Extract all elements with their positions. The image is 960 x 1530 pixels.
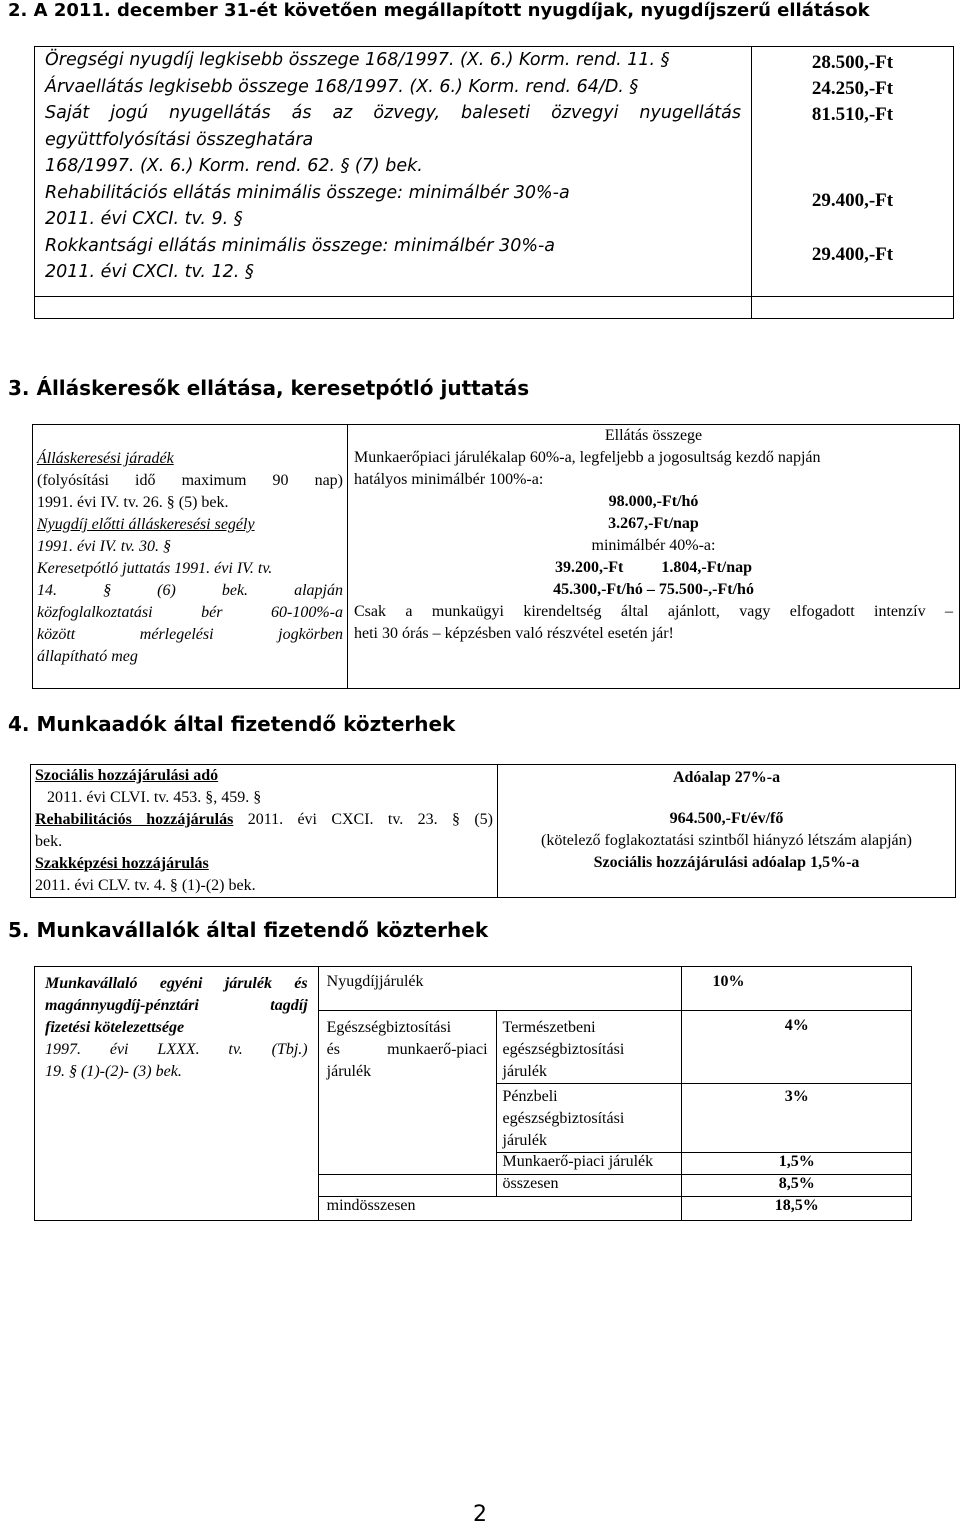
value-39200-row xyxy=(354,557,953,579)
row-oregsegi: Öregségi nyugdíj legkisebb összege 168/1997. (X. 6.) Korm. rend. 11. § xyxy=(45,50,670,70)
allaskeresesi-jaradek: Álláskeresési járadék xyxy=(37,450,174,467)
section-2-empty-cell-left xyxy=(35,297,752,319)
munkavallalo-line1: Munkavállaló egyéni járulék és xyxy=(45,975,308,992)
munkavallalo-line3: fizetési kötelezettsége xyxy=(45,1019,185,1036)
row-sajat-jogu-1: Saját jogú nyugellátás ás az özvegy, baleseti özvegyi nyugellátás xyxy=(45,103,741,123)
penzbeli-cell xyxy=(496,1084,682,1153)
termeszetbeni-value-cell xyxy=(682,1011,912,1084)
osszesen-cell xyxy=(496,1175,682,1197)
munkaeropiaci-line1: Munkaerőpiaci járulékalap 60%-a, legfeljebb a jogosultság kezdő napján xyxy=(354,449,821,466)
value-29400-rokkant: 29.400,-Ft xyxy=(811,244,894,265)
nyugdijjarulek-value: 10% xyxy=(712,973,745,990)
section-3-left xyxy=(33,425,348,689)
szakkepzesi-ref: 2011. évi CLV. tv. 4. § (1)-(2) bek. xyxy=(35,877,256,894)
mindosszesen-value-cell xyxy=(682,1197,912,1221)
section-5-left xyxy=(35,967,319,1221)
section-3-table xyxy=(32,424,960,689)
value-24250: 24.250,-Ft xyxy=(811,78,894,99)
value-964500: 964.500,-Ft/év/fő xyxy=(669,810,784,827)
egeszsegbiztositasi-cell xyxy=(318,1011,496,1175)
row-rehabilitacios-2: 2011. évi CXCI. tv. 9. § xyxy=(45,209,243,229)
szakkepzesi-hozzajarulas: Szakképzési hozzájárulás xyxy=(35,855,209,872)
adoalap-27: Adóalap 27%-a xyxy=(672,769,781,786)
rehabilitacios-hozzajarulas: Rehabilitációs hozzájárulás xyxy=(35,811,234,828)
minimalber-40: minimálbér 40%-a: xyxy=(591,537,716,554)
termeszetbeni-line1: Természetbeni xyxy=(502,1019,596,1036)
munkaero-piaci-cell xyxy=(496,1153,682,1175)
munkaeropiaci-line2: hatályos minimálbér 100%-a: xyxy=(354,471,544,488)
rehabilitacios-bek: bek. xyxy=(35,833,63,850)
section-2-empty-cell-right xyxy=(752,297,954,319)
szocialis-adoalap-15: Szociális hozzájárulási adóalap 1,5%-a xyxy=(593,854,860,871)
row-rokkantsagi-2: 2011. évi CXCI. tv. 12. § xyxy=(45,262,254,282)
munkavallalo-line5: 19. § (1)-(2)- (3) bek. xyxy=(45,1063,182,1080)
rehabilitacios-ref: 2011. évi CXCI. tv. 23. § (5) xyxy=(247,811,493,828)
termeszetbeni-cell xyxy=(496,1011,682,1084)
penzbeli-line1: Pénzbeli xyxy=(502,1088,558,1105)
rehabilitacios-hozzajarulas-row xyxy=(35,809,493,831)
nyugdijjarulek-label: Nyugdíjjárulék xyxy=(326,973,424,990)
row-rehabilitacios-1: Rehabilitációs ellátás minimális összege: minimálbér 30%-a xyxy=(45,182,570,203)
nyugdijjarulek-cell xyxy=(318,967,682,1011)
termeszetbeni-value: 4% xyxy=(784,1017,809,1034)
egeszseg-line1: Egészségbiztosítási xyxy=(326,1019,452,1036)
section-2-table xyxy=(34,46,954,319)
value-98000: 98.000,-Ft/hó xyxy=(608,493,699,510)
penzbeli-line3: járulék xyxy=(502,1132,547,1149)
mindosszesen-cell xyxy=(318,1197,682,1221)
value-1804: 1.804,-Ft/nap xyxy=(661,559,753,576)
csak-munkaugyi-line1: Csak a munkaügyi kirendeltség által ajánlott, vagy elfogadott intenzív – xyxy=(354,603,953,620)
value-81510: 81.510,-Ft xyxy=(811,104,894,125)
penzbeli-value-cell xyxy=(682,1084,912,1153)
keresetpotlo-line3: közfoglalkoztatási bér 60-100%-a xyxy=(37,604,343,621)
nyugdijjarulek-value-cell xyxy=(682,967,912,1011)
ellatas-osszege-header: Ellátás összege xyxy=(604,427,703,444)
munkaero-piaci-label: Munkaerő-piaci járulék xyxy=(502,1153,654,1170)
section-4-left xyxy=(31,765,498,898)
section-2-values xyxy=(752,47,954,297)
egeszseg-line3: járulék xyxy=(326,1063,372,1080)
row-arvaellatas: Árvaellátás legkisebb összege 168/1997. (X. 6.) Korm. rend. 64/D. § xyxy=(45,76,639,97)
munkaero-piaci-value-cell xyxy=(682,1153,912,1175)
szocialis-ref: 2011. évi CLVI. tv. 453. §, 459. § xyxy=(47,789,262,806)
egeszseg-line2: és munkaerő-piaci xyxy=(326,1041,488,1058)
nyugdij-elotti-segely-ref: 1991. évi IV. tv. 30. § xyxy=(37,538,172,555)
folyositasi-ido: (folyósítási idő maximum 90 nap) xyxy=(37,472,343,489)
nyugdij-elotti-segely: Nyugdíj előtti álláskeresési segély xyxy=(37,516,255,533)
penzbeli-value: 3% xyxy=(784,1088,809,1105)
penzbeli-line2: egészségbiztosítási xyxy=(502,1110,625,1127)
section-3-heading: 3. Álláskeresők ellátása, keresetpótló juttatás xyxy=(8,376,530,400)
osszesen-empty-cell xyxy=(318,1175,496,1197)
value-keresetpotlo-range: 45.300,-Ft/hó – 75.500-,-Ft/hó xyxy=(553,581,754,598)
section-3-right xyxy=(348,425,960,689)
mindosszesen-label: mindösszesen xyxy=(326,1197,416,1214)
keresetpotlo-juttatas: Keresetpótló juttatás 1991. évi IV. tv. xyxy=(37,560,273,577)
munkaero-piaci-value: 1,5% xyxy=(778,1153,815,1170)
munkavallalo-line2: magánnyugdíj-pénztári tagdíj xyxy=(45,997,308,1014)
munkavallalo-line4: 1997. évi LXXX. tv. (Tbj.) xyxy=(45,1041,308,1058)
csak-munkaugyi-line2: heti 30 órás – képzésben való részvétel esetén jár! xyxy=(354,625,674,642)
value-29400-rehab: 29.400,-Ft xyxy=(811,190,894,211)
osszesen-label: összesen xyxy=(502,1175,559,1192)
mindosszesen-value: 18,5% xyxy=(774,1197,819,1214)
osszesen-value: 8,5% xyxy=(778,1175,815,1192)
value-39200: 39.200,-Ft xyxy=(554,559,624,576)
section-4-table xyxy=(30,764,956,898)
value-28500: 28.500,-Ft xyxy=(811,52,894,73)
row-rokkantsagi-1: Rokkantsági ellátás minimális összege: minimálbér 30%-a xyxy=(45,235,555,256)
kotelezo-foglalkoztatasi: (kötelező foglakoztatási szintből hiányzó létszám alapján) xyxy=(541,832,912,849)
termeszetbeni-line2: egészségbiztosítási xyxy=(502,1041,625,1058)
osszesen-value-cell xyxy=(682,1175,912,1197)
section-4-heading: 4. Munkaadók által fizetendő közterhek xyxy=(8,712,456,736)
row-sajat-jogu-2: együttfolyósítási összeghatára xyxy=(45,129,314,150)
section-5-table xyxy=(34,966,912,1221)
keresetpotlo-line5: állapítható meg xyxy=(37,648,138,665)
keresetpotlo-line4: között mérlegelési jogkörben xyxy=(37,626,343,643)
section-2-heading: 2. A 2011. december 31-ét követően megállapított nyugdíjak, nyugdíjszerű ellátások xyxy=(8,0,870,21)
allaskeresesi-jaradek-ref: 1991. évi IV. tv. 26. § (5) bek. xyxy=(37,494,229,511)
section-2-labels xyxy=(35,47,752,297)
section-4-right xyxy=(498,765,956,898)
page-number: 2 xyxy=(473,1502,487,1527)
section-5-heading: 5. Munkavállalók által fizetendő közterhek xyxy=(8,918,489,942)
termeszetbeni-line3: járulék xyxy=(502,1063,547,1080)
keresetpotlo-line2: 14. § (6) bek. alapján xyxy=(37,582,343,599)
value-3267: 3.267,-Ft/nap xyxy=(608,515,699,532)
row-sajat-jogu-3: 168/1997. (X. 6.) Korm. rend. 62. § (7) bek. xyxy=(45,156,423,176)
szocialis-hozzajarulasi-ado: Szociális hozzájárulási adó xyxy=(35,767,219,784)
